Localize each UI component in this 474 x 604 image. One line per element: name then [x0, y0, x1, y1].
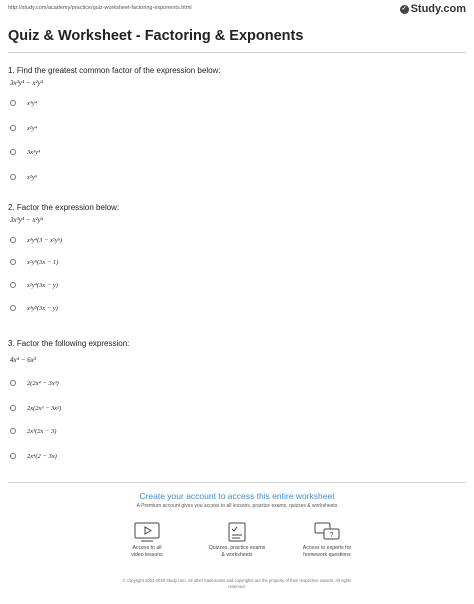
question-2-expression: 3x³y⁴ − x²y⁵ [10, 216, 44, 224]
radio-button[interactable] [10, 259, 16, 265]
page-title: Quiz & Worksheet - Factoring & Exponents [8, 28, 304, 44]
video-lessons-icon [134, 522, 160, 542]
copyright-notice [0, 578, 474, 590]
radio-button[interactable] [10, 380, 16, 386]
feature-label-line2: homework questions [303, 551, 351, 558]
page-url: http://study.com/academy/practice/quiz-worksheet-factoring-exponents.html [8, 5, 192, 11]
q2-option-a[interactable]: x³y⁴(3 − x²y⁵) [10, 237, 16, 243]
q3-option-d[interactable]: 2x⁴(2 − 3x) [10, 453, 16, 459]
feature-label-line1: Quizzes, practice exams [208, 545, 266, 551]
radio-button[interactable] [10, 125, 16, 131]
create-account-link[interactable]: Create your account to access this entire worksheet [139, 491, 335, 501]
radio-button[interactable] [10, 405, 16, 411]
feature-label-line1: Access to all [132, 545, 162, 551]
radio-button[interactable] [10, 174, 16, 180]
q2-option-d[interactable]: x³y⁵(3x − y) [10, 305, 16, 311]
q3-option-c[interactable]: 2x³(2x − 3) [10, 428, 16, 434]
radio-button[interactable] [10, 305, 16, 311]
feature-label-line1: Access to experts for [302, 545, 352, 551]
promo-divider [8, 482, 466, 483]
logo-icon: ✓ [401, 5, 407, 12]
promo-description: A Premium account gives you access to all lessons, practice exams, quizzes & worksheets [136, 503, 338, 509]
question-1-prompt: 1. Find the greatest common factor of the expression below: [8, 66, 221, 75]
radio-button[interactable] [10, 237, 16, 243]
radio-button[interactable] [10, 428, 16, 434]
question-1-expression: 3x³y⁴ − x²y⁵ [10, 79, 44, 87]
question-3-expression: 4x⁴ − 6x³ [10, 356, 36, 364]
logo-text: Study.com [410, 3, 466, 15]
quiz-icon [224, 522, 250, 542]
question-2-prompt: 2. Factor the expression below: [8, 203, 120, 212]
study-logo[interactable] [400, 3, 466, 15]
feature-label-line2: & worksheets [221, 551, 253, 558]
experts-icon [314, 522, 340, 542]
copyright-line1: © copyright 2003-2020 Study.com. All other trademarks and copyrights are the property of their respective owners. All rights [122, 578, 352, 583]
radio-button[interactable] [10, 149, 16, 155]
q1-option-c[interactable]: 3x³y⁴ [10, 149, 16, 155]
q2-option-c[interactable]: x²y⁴(3x − y) [10, 282, 16, 288]
feature-label-line2: video lessons [131, 551, 163, 558]
radio-button[interactable] [10, 100, 16, 106]
feature-experts [267, 522, 387, 558]
svg-text:?: ? [329, 532, 334, 539]
q1-option-a[interactable]: x³y⁴ [10, 100, 16, 106]
title-divider [8, 52, 466, 53]
q2-option-b[interactable]: x²y⁵(3x − 1) [10, 259, 16, 265]
q3-option-a[interactable]: 2(2x⁴ − 3x³) [10, 380, 16, 386]
q1-option-b[interactable]: x²y⁴ [10, 125, 16, 131]
radio-button[interactable] [10, 282, 16, 288]
question-3-prompt: 3. Factor the following expression: [8, 339, 130, 348]
q3-option-b[interactable]: 2x(2x³ − 3x²) [10, 405, 16, 411]
radio-button[interactable] [10, 453, 16, 459]
copyright-line2: reserved. [228, 584, 246, 589]
q1-option-d[interactable]: x²y⁵ [10, 174, 16, 180]
